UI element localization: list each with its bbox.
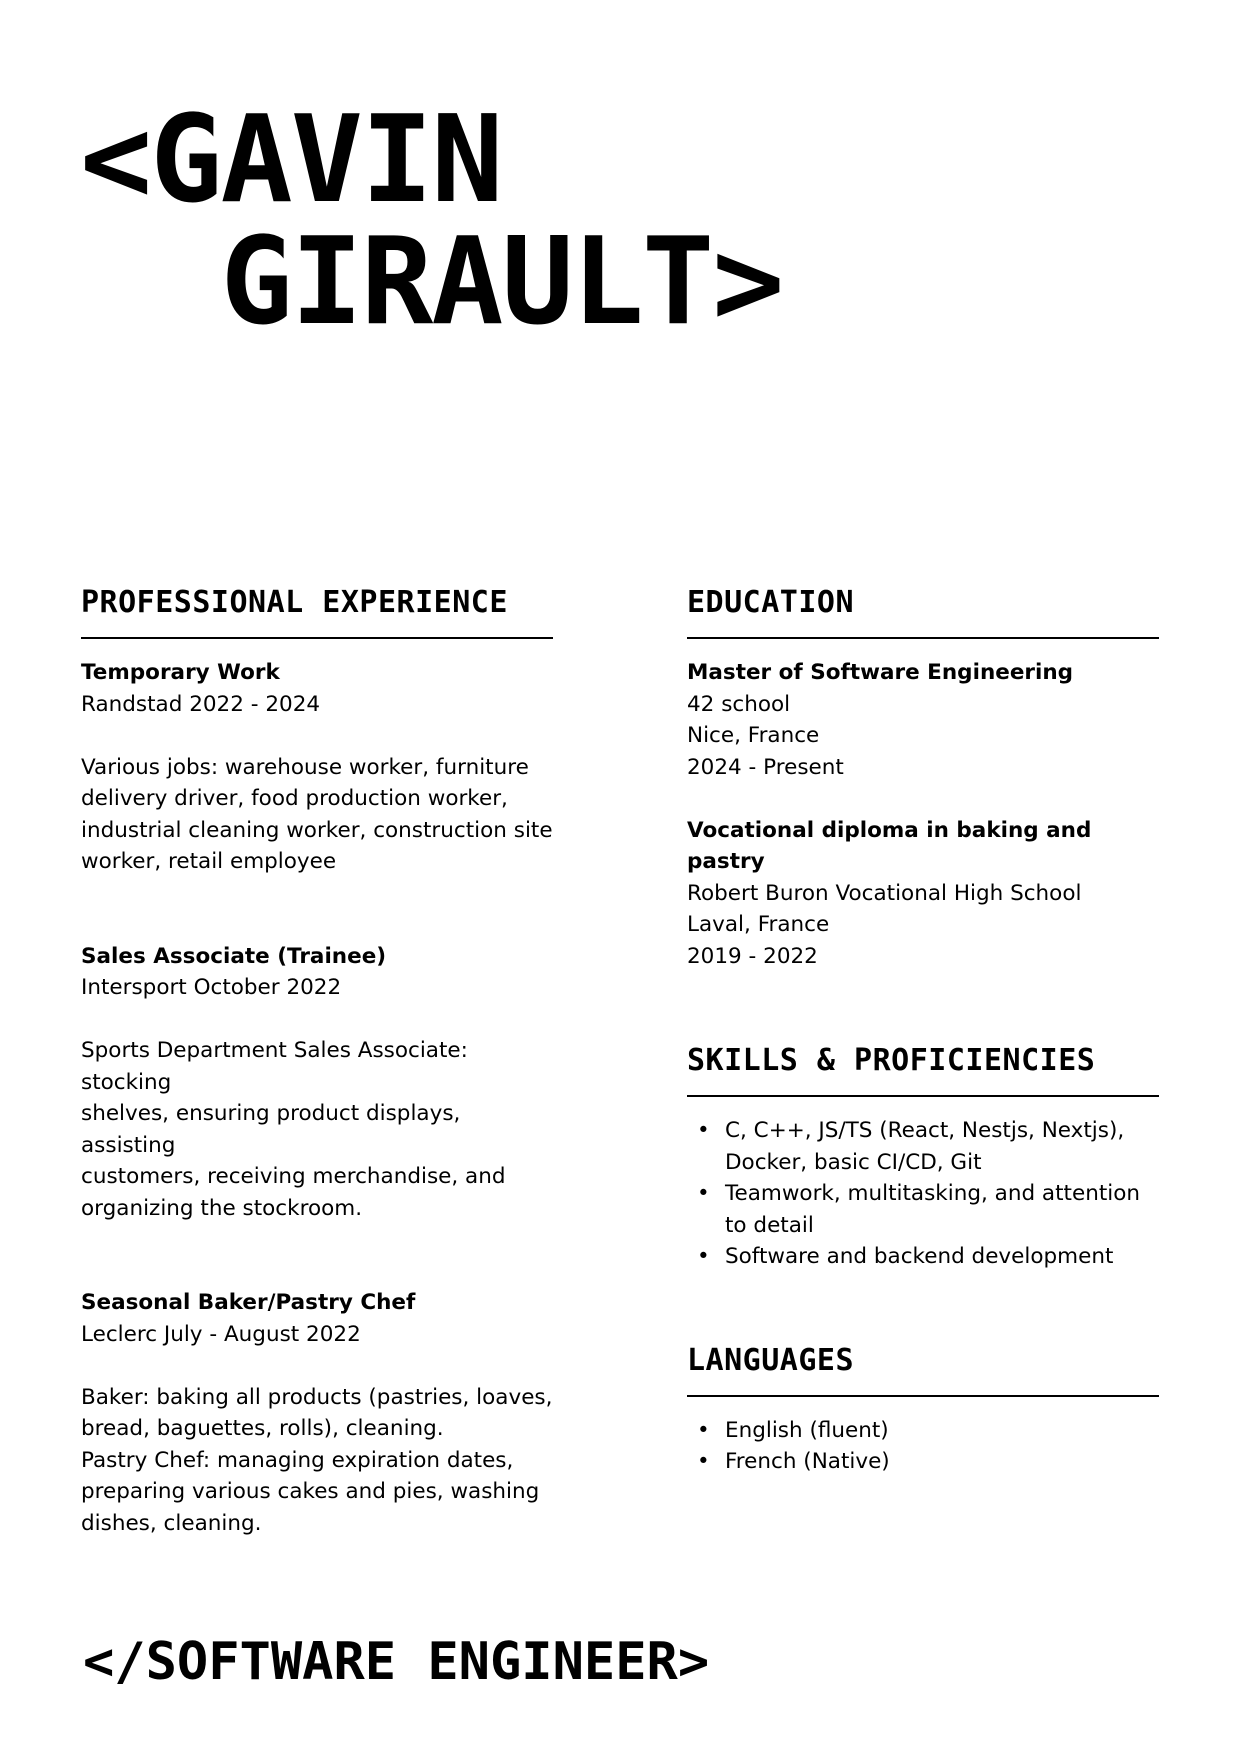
skill-item [687,1178,1159,1241]
language-item: • English (fluent) [687,1415,1159,1447]
skill-line: • C, C++, JS/TS (React, Nestjs, Nextjs), [725,1118,1125,1143]
job-description-line: preparing various cakes and pies, washing [81,1479,540,1504]
job-description-line: Sports Department Sales Associate: stocking [81,1038,468,1095]
job-company-dates: Leclerc July - August 2022 [81,1321,361,1347]
job-role: Seasonal Baker/Pastry Chef [81,1290,416,1315]
language-item: • French (Native) [687,1446,1159,1478]
skill-line: to detail [725,1212,814,1238]
job-role: Temporary Work [81,660,280,685]
school: Robert Buron Vocational High School [687,880,1082,906]
degree: Vocational diploma in baking and pastry [687,817,1092,874]
skill-line: • Teamwork, multitasking, and attention [725,1181,1140,1206]
skill-line: • Software and backend development [725,1244,1114,1269]
education-heading: EDUCATION [687,585,1159,639]
experience-section [81,585,553,1539]
name-line-2: GIRAULT> [80,213,783,352]
degree: Master of Software Engineering [687,660,1074,685]
skills-section [687,1043,1159,1273]
job-role: Sales Associate (Trainee) [81,943,387,969]
location: Laval, France [687,912,830,937]
experience-heading: PROFESSIONAL EXPERIENCE [81,585,553,639]
skill-line: Docker, basic CI/CD, Git [725,1149,982,1175]
job-entry [81,657,553,878]
job-title-footer: </SOFTWARE ENGINEER> [83,1632,710,1692]
job-description-line: worker, retail employee [81,849,337,874]
languages-heading: LANGUAGES [687,1343,1159,1397]
job-description-line: customers, receiving merchandise, and [81,1164,506,1189]
job-description-line: delivery driver, food production worker, [81,786,508,811]
name-line-1: <GAVIN [80,91,502,230]
resume-name [80,91,783,352]
languages-section [687,1343,1159,1478]
education-entry [687,657,1159,783]
job-entry [81,1287,553,1539]
job-company-dates: Intersport October 2022 [81,975,342,1000]
education-section [687,585,1159,972]
skills-heading: SKILLS & PROFICIENCIES [687,1043,1159,1097]
job-description-line: industrial cleaning worker, construction site [81,817,553,843]
job-description-line: dishes, cleaning. [81,1510,262,1536]
job-description-line: Pastry Chef: managing expiration dates, [81,1447,514,1473]
skill-item [687,1241,1159,1273]
dates: 2024 - Present [687,754,844,780]
dates: 2019 - 2022 [687,943,818,969]
right-column [687,585,1159,1478]
job-company-dates: Randstad 2022 - 2024 [81,691,321,717]
school: 42 school [687,691,791,717]
job-entry [81,941,553,1225]
education-entry [687,815,1159,973]
job-description-line: shelves, ensuring product displays, assisting [81,1101,461,1158]
job-description-line: bread, baguettes, rolls), cleaning. [81,1416,444,1441]
skill-item [687,1115,1159,1178]
job-description-line: Various jobs: warehouse worker, furniture [81,754,529,780]
job-description-line: organizing the stockroom. [81,1195,363,1221]
location: Nice, France [687,723,820,748]
job-description-line: Baker: baking all products (pastries, loaves, [81,1384,553,1410]
